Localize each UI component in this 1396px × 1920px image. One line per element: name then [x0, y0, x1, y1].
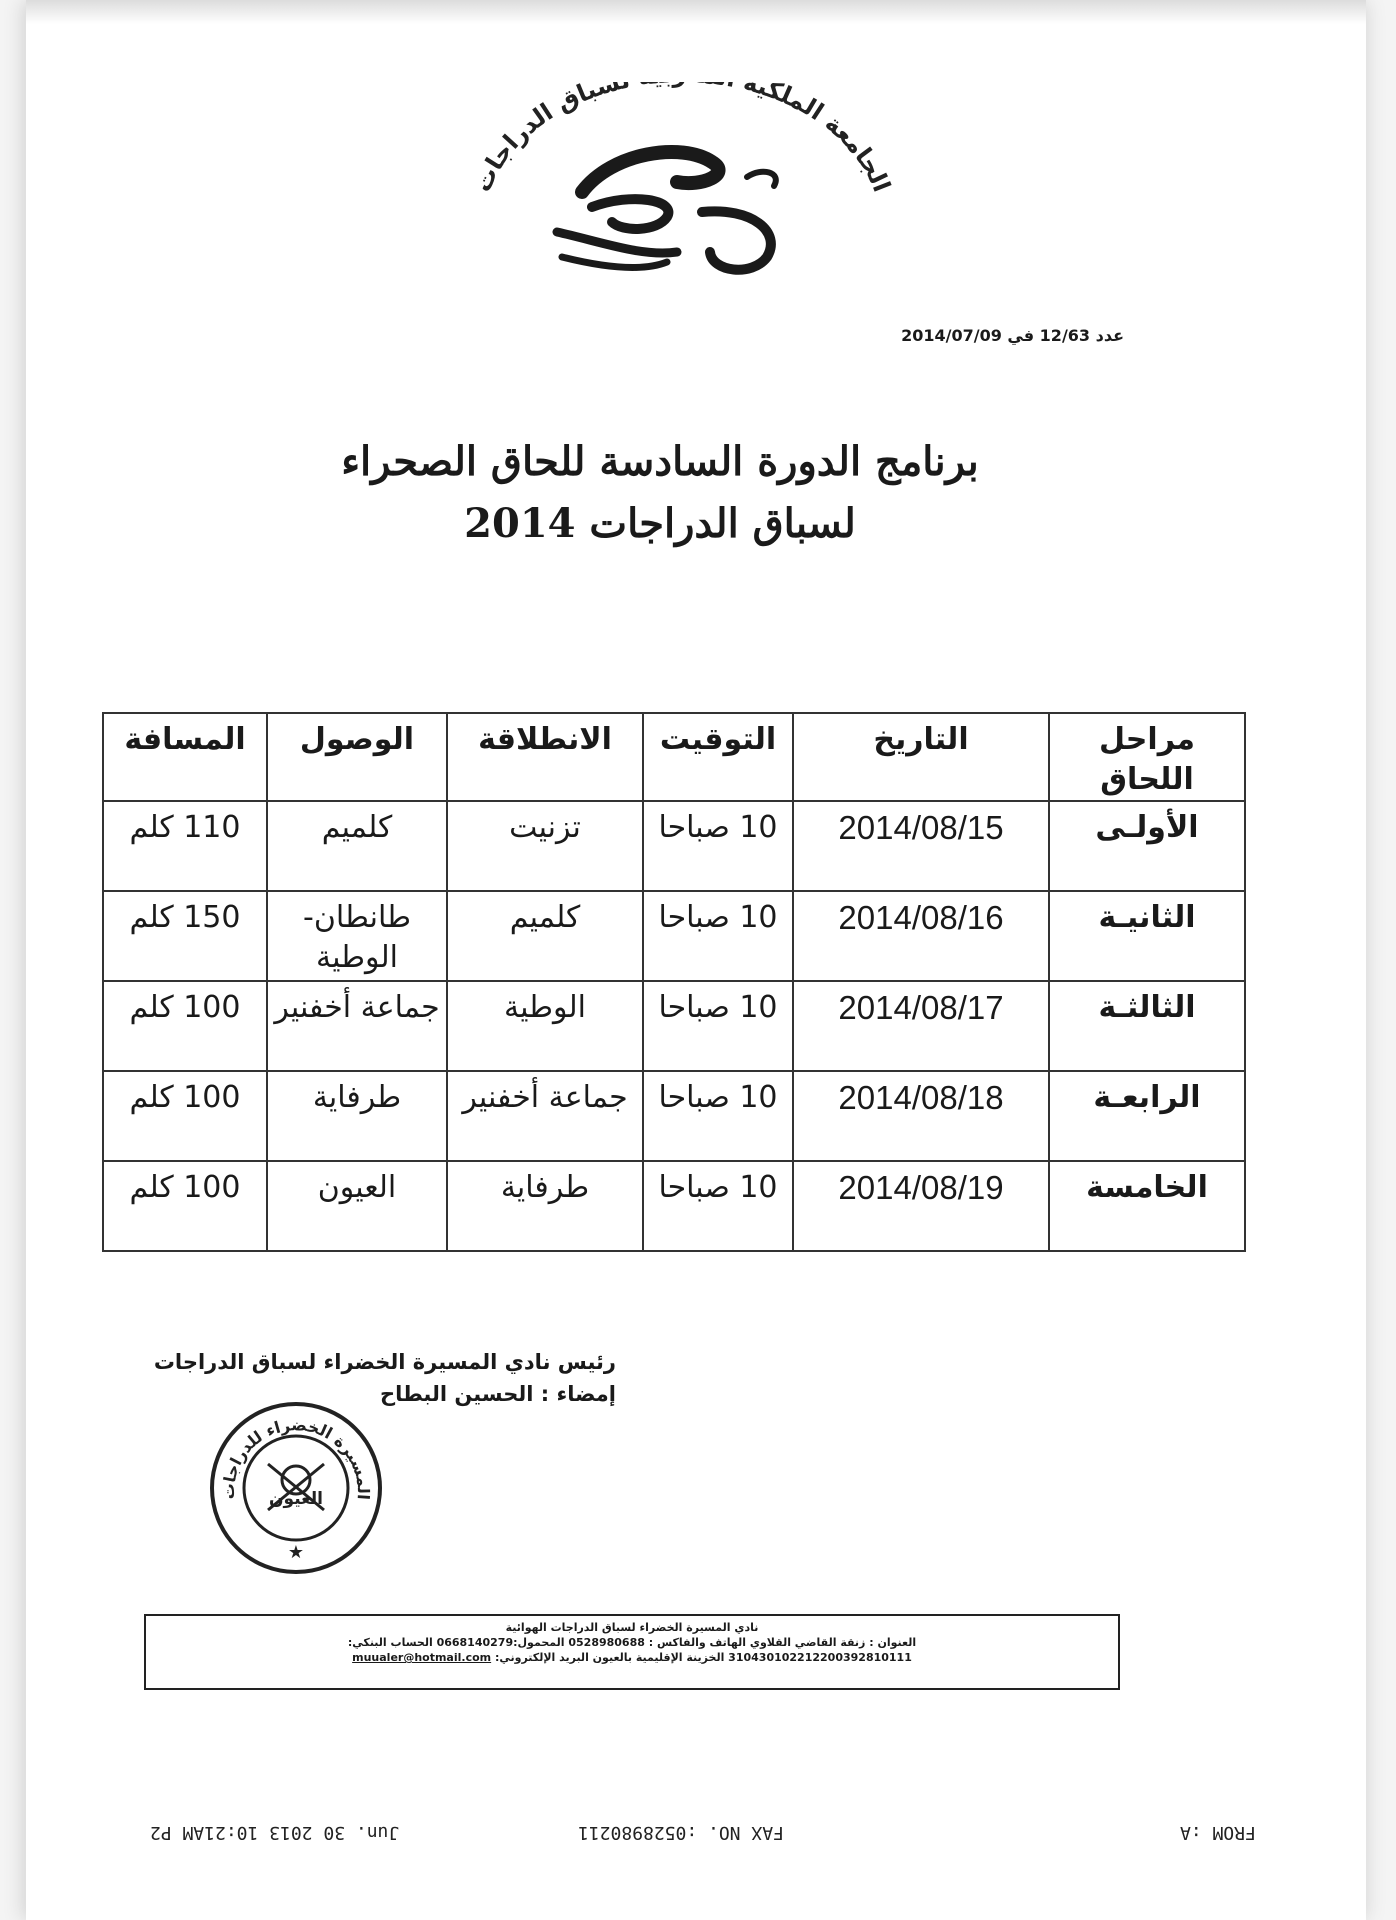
cell-date: 2014/08/19	[793, 1161, 1049, 1251]
cell-time: 10 صباحا	[643, 981, 793, 1071]
cell-start: الوطية	[447, 981, 643, 1071]
header-time: التوقيت	[643, 713, 793, 801]
cell-start: طرفاية	[447, 1161, 643, 1251]
cell-stage: الرابعـة	[1049, 1071, 1245, 1161]
cell-arrival: طرفاية	[267, 1071, 447, 1161]
stamp-center-text: العيون	[269, 1489, 323, 1509]
page-title-line1: برنامج الدورة السادسة للحاق الصحراء	[341, 438, 979, 485]
cell-start: كلميم	[447, 891, 643, 981]
cell-arrival: العيون	[267, 1161, 447, 1251]
cell-arrival: جماعة أخفنير	[267, 981, 447, 1071]
scan-shadow	[26, 0, 1366, 24]
page-title-line2: لسباق الدراجات 2014	[464, 500, 856, 547]
stamp-ring-text: المسيرة الخضراء للدراجات	[218, 1415, 374, 1501]
fax-date-header: Jun. 30 2013 10:21AM P2	[150, 1822, 400, 1843]
logo-arc-text: الجامعة الملكية سباق الدراجات	[468, 82, 896, 196]
footer-club-name: نادي المسيرة الخضراء لسباق الدراجات الهوائية	[505, 1621, 759, 1634]
cell-stage: الأولـى	[1049, 801, 1245, 891]
cell-time: 10 صباحا	[643, 1161, 793, 1251]
table-header-row	[103, 713, 1245, 801]
cyclist-logo-icon	[557, 152, 776, 270]
club-stamp	[206, 1398, 386, 1578]
table-row	[103, 801, 1245, 891]
cell-distance: 150 كلم	[103, 891, 267, 981]
cell-date: 2014/08/18	[793, 1071, 1049, 1161]
cell-distance: 100 كلم	[103, 1071, 267, 1161]
cell-arrival: كلميم	[267, 801, 447, 891]
header-stage: مراحل اللحاق	[1049, 713, 1245, 801]
cell-date: 2014/08/17	[793, 981, 1049, 1071]
header-start: الانطلاقة	[447, 713, 643, 801]
cell-stage: الخامسة	[1049, 1161, 1245, 1251]
header-distance: المسافة	[103, 713, 267, 801]
cell-stage: الثالثـة	[1049, 981, 1245, 1071]
race-program-table	[102, 712, 1246, 1252]
fax-from-header: FROM :A	[1180, 1822, 1256, 1843]
signature-name: إمضاء : الحسين البطاح	[379, 1382, 616, 1406]
fax-number-header: FAX NO. :0528980211	[578, 1822, 784, 1843]
table-row	[103, 891, 1245, 981]
reference-number: عدد 12/63 في 2014/07/09	[901, 326, 1124, 345]
federation-logo	[462, 82, 902, 292]
cell-distance: 110 كلم	[103, 801, 267, 891]
footer-email: muualer@hotmail.com	[352, 1651, 492, 1664]
footer-bank: 310430102212200392810111 الخزينة الإقليمية بالعيون البريد الإلكتروني:	[494, 1651, 912, 1664]
cell-stage: الثانيـة	[1049, 891, 1245, 981]
table-row	[103, 981, 1245, 1071]
cell-arrival: طانطان- الوطية	[267, 891, 447, 981]
club-contact-box	[144, 1614, 1120, 1690]
cell-time: 10 صباحا	[643, 1071, 793, 1161]
cell-date: 2014/08/15	[793, 801, 1049, 891]
cell-distance: 100 كلم	[103, 1161, 267, 1251]
cell-start: جماعة أخفنير	[447, 1071, 643, 1161]
cell-time: 10 صباحا	[643, 891, 793, 981]
cell-time: 10 صباحا	[643, 801, 793, 891]
header-arrival: الوصول	[267, 713, 447, 801]
stamp-star-icon: ★	[287, 1542, 305, 1563]
table-row	[103, 1071, 1245, 1161]
footer-address: العنوان : زنقة القاضي القلاوي الهاتف والفاكس : 0528980688 المحمول:0668140279 الحساب البنكي:	[347, 1636, 917, 1649]
footer-bank-email	[146, 1650, 1118, 1665]
cell-distance: 100 كلم	[103, 981, 267, 1071]
signature-title: رئيس نادي المسيرة الخضراء لسباق الدراجات	[153, 1350, 616, 1374]
cell-start: تزنيت	[447, 801, 643, 891]
cell-date: 2014/08/16	[793, 891, 1049, 981]
table-row	[103, 1161, 1245, 1251]
header-date: التاريخ	[793, 713, 1049, 801]
